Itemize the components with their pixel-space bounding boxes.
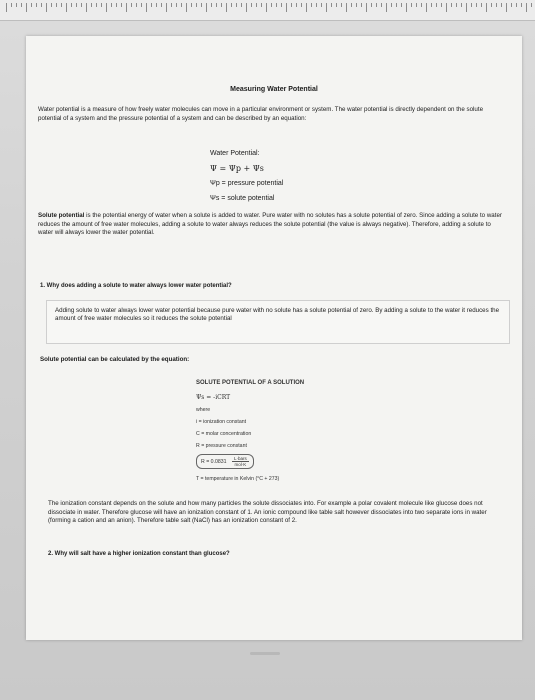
solute-paragraph xyxy=(38,212,502,238)
ruler-tick xyxy=(391,3,392,7)
ruler-tick xyxy=(516,3,517,7)
solute-potential-formula: Ψs = -iCRT xyxy=(196,394,231,401)
ruler-tick xyxy=(126,3,127,12)
ruler-tick xyxy=(441,3,442,7)
ruler-tick xyxy=(316,3,317,7)
ruler-tick xyxy=(386,3,387,12)
ruler-tick xyxy=(101,3,102,7)
r-unit-numerator: L·bars xyxy=(233,456,247,461)
ruler-tick xyxy=(361,3,362,7)
ruler-tick xyxy=(281,3,282,7)
ionization-paragraph: The ionization constant depends on the solute and how many particles the solute dissociates into. For example a polar covalent molecule like glucose does not dissociate in water. Therefore glucose will have an ionization constant of 1. An ionic compound like table salt however dissociates into two separate ions in water (forming a cation and an anion). Therefore table salt (NaCl) has an ionization constant of 2. xyxy=(48,500,487,525)
ruler-tick xyxy=(226,3,227,12)
ruler-tick xyxy=(491,3,492,7)
ruler-tick xyxy=(201,3,202,7)
ruler-tick xyxy=(401,3,402,7)
ruler-tick xyxy=(121,3,122,7)
ruler-tick xyxy=(246,3,247,12)
r-value: R = 0.0831 xyxy=(201,458,227,465)
ruler-tick xyxy=(91,3,92,7)
ruler-tick xyxy=(6,3,7,12)
ruler-tick xyxy=(51,3,52,7)
ruler-tick xyxy=(251,3,252,7)
ruler-tick xyxy=(31,3,32,7)
ruler-tick xyxy=(221,3,222,7)
solute-potential-box xyxy=(196,380,304,485)
ruler-tick xyxy=(506,3,507,12)
ruler-tick xyxy=(291,3,292,7)
ruler-tick xyxy=(166,3,167,12)
document-title: Measuring Water Potential xyxy=(230,86,318,93)
ruler-tick xyxy=(186,3,187,12)
r-value-box xyxy=(196,454,254,469)
solute-potential-def: Ψs = solute potential xyxy=(210,195,275,202)
ruler-tick xyxy=(396,3,397,7)
ruler-tick xyxy=(146,3,147,12)
ruler-tick xyxy=(96,3,97,7)
ruler-tick xyxy=(61,3,62,7)
ruler-tick xyxy=(76,3,77,7)
ruler-tick xyxy=(206,3,207,12)
ruler-tick xyxy=(356,3,357,7)
ruler-tick xyxy=(46,3,47,12)
ruler-tick xyxy=(276,3,277,7)
ruler-tick xyxy=(66,3,67,12)
ruler-tick xyxy=(341,3,342,7)
i-definition: i = ionization constant xyxy=(196,419,247,425)
ruler-tick xyxy=(141,3,142,7)
ruler-tick xyxy=(161,3,162,7)
ruler-tick xyxy=(526,3,527,12)
answer-1-textbox[interactable]: Adding solute to water always lower water potential because pure water with no solute has a solute potential of zero. By adding a solute to the water it reduces the amount of free water molecules so it reduces the solute potential xyxy=(46,300,510,344)
ruler-tick xyxy=(56,3,57,7)
ruler-tick xyxy=(421,3,422,7)
ruler-tick xyxy=(306,3,307,12)
ruler-tick xyxy=(151,3,152,7)
c-definition: C = molar concentration xyxy=(196,431,252,437)
ruler-tick xyxy=(216,3,217,7)
calc-intro: Solute potential can be calculated by the equation: xyxy=(40,356,190,363)
ruler-tick xyxy=(211,3,212,7)
ruler-tick xyxy=(351,3,352,7)
ruler-tick xyxy=(261,3,262,7)
ruler-tick xyxy=(16,3,17,7)
r-unit-denominator: mol·K xyxy=(234,462,247,467)
ruler-tick xyxy=(111,3,112,7)
ruler-tick xyxy=(451,3,452,7)
ruler-tick xyxy=(271,3,272,7)
ruler-tick xyxy=(471,3,472,7)
ruler-tick xyxy=(366,3,367,12)
ruler-tick xyxy=(26,3,27,12)
ruler-tick xyxy=(436,3,437,7)
ruler-tick xyxy=(181,3,182,7)
solute-term: Solute potential xyxy=(38,212,85,219)
ruler-tick xyxy=(266,3,267,12)
ruler-tick xyxy=(486,3,487,12)
ruler-tick xyxy=(476,3,477,7)
ruler-tick xyxy=(456,3,457,7)
ruler-tick xyxy=(176,3,177,7)
ruler-tick xyxy=(81,3,82,7)
document-page xyxy=(26,36,522,640)
ruler-tick xyxy=(531,3,532,7)
ruler-tick xyxy=(236,3,237,7)
ruler-tick xyxy=(371,3,372,7)
scroll-indicator[interactable] xyxy=(250,652,280,655)
question-2: 2. Why will salt have a higher ionization constant than glucose? xyxy=(48,551,230,557)
ruler-tick xyxy=(116,3,117,7)
water-potential-heading: Water Potential: xyxy=(210,150,260,157)
ruler-tick xyxy=(416,3,417,7)
ruler-tick xyxy=(336,3,337,7)
ruler-tick xyxy=(321,3,322,7)
ruler-tick xyxy=(301,3,302,7)
ruler-tick xyxy=(311,3,312,7)
ruler-tick xyxy=(156,3,157,7)
ruler-tick xyxy=(11,3,12,7)
ruler-tick xyxy=(521,3,522,7)
ruler-tick xyxy=(131,3,132,7)
ruler-tick xyxy=(106,3,107,12)
ruler-tick xyxy=(21,3,22,7)
ruler-tick xyxy=(196,3,197,7)
ruler-tick xyxy=(466,3,467,12)
ruler-tick xyxy=(296,3,297,7)
r-unit-fraction xyxy=(232,456,249,467)
ruler xyxy=(0,0,535,21)
ruler-tick xyxy=(461,3,462,7)
ruler-tick xyxy=(136,3,137,7)
r-definition: R = pressure constant xyxy=(196,443,247,449)
ruler-tick xyxy=(346,3,347,12)
ruler-tick xyxy=(501,3,502,7)
ruler-tick xyxy=(511,3,512,7)
ruler-tick xyxy=(231,3,232,7)
ruler-tick xyxy=(326,3,327,12)
ruler-tick xyxy=(381,3,382,7)
ruler-tick xyxy=(406,3,407,12)
ruler-tick xyxy=(431,3,432,7)
solute-potential-title: SOLUTE POTENTIAL OF A SOLUTION xyxy=(196,380,305,386)
ruler-tick xyxy=(171,3,172,7)
ruler-tick xyxy=(446,3,447,12)
question-1: 1. Why does adding a solute to water always lower water potential? xyxy=(40,283,232,289)
ruler-tick xyxy=(286,3,287,12)
solute-paragraph-text: is the potential energy of water when a solute is added to water. Pure water with no solutes has a solute potential of zero. Since adding a solute to water reduces the amount of free water molecules, adding a solute to water always reduces the solute potential (the value is always negative). Therefore, adding a solute to water will always lower the water potential. xyxy=(38,212,502,237)
ruler-tick xyxy=(191,3,192,7)
ruler-tick xyxy=(376,3,377,7)
water-potential-formula: Ψ = Ψp + Ψs xyxy=(210,164,264,173)
t-definition: T = temperature in Kelvin (°C + 273) xyxy=(196,476,280,482)
where-label: where xyxy=(196,407,211,413)
ruler-tick xyxy=(71,3,72,7)
ruler-tick xyxy=(426,3,427,12)
ruler-tick xyxy=(256,3,257,7)
ruler-tick xyxy=(481,3,482,7)
ruler-tick xyxy=(36,3,37,7)
ruler-tick xyxy=(331,3,332,7)
pressure-potential-def: Ψp = pressure potential xyxy=(210,180,284,187)
ruler-tick xyxy=(86,3,87,12)
intro-paragraph: Water potential is a measure of how freely water molecules can move in a particular environment or system. The water potential is directly dependent on the solute potential of a system and the pressure potential of a system and can be described by an equation: xyxy=(38,106,484,122)
ruler-tick xyxy=(496,3,497,7)
ruler-tick xyxy=(411,3,412,7)
water-potential-equation xyxy=(210,146,283,206)
ruler-tick xyxy=(241,3,242,7)
ruler-tick xyxy=(41,3,42,7)
